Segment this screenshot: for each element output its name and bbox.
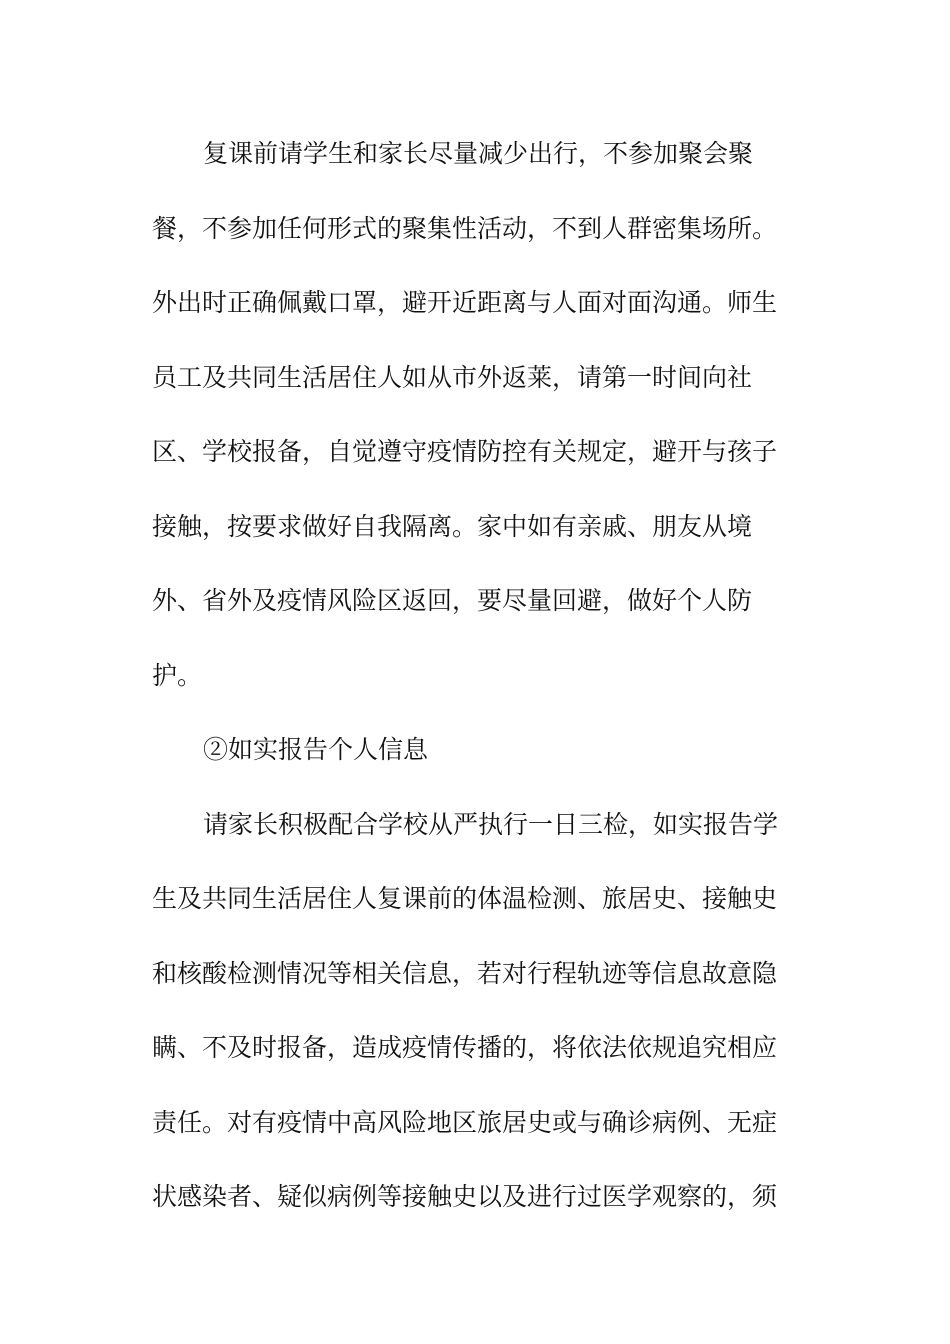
paragraph-2-line-2 [0,879,950,919]
text-line: 复课前请学生和家长尽量减少出行，不参加聚会聚 [203,139,754,168]
text-line: 和核酸检测情况等相关信息，若对行程轨迹等信息故意隐 [152,959,778,988]
paragraph-2-line-4 [0,1028,950,1068]
paragraph-1-line-7 [0,581,950,621]
text-line: 接触，按要求做好自我隔离。家中如有亲戚、朋友从境 [152,512,753,541]
heading-text: ②如实报告个人信息 [203,735,429,764]
text-line: 状感染者、疑似病例等接触史以及进行过医学观察的，须 [152,1182,778,1211]
paragraph-1-line-1 [0,134,950,174]
paragraph-2-line-1 [0,805,950,845]
text-line: 员工及共同生活居住人如从市外返莱，请第一时间向社 [152,363,753,392]
paragraph-1-line-6 [0,507,950,547]
paragraph-1-line-2 [0,209,950,249]
text-line: 责任。对有疫情中高风险地区旅居史或与确诊病例、无症 [152,1108,778,1137]
paragraph-1-line-5 [0,432,950,472]
text-line: 请家长积极配合学校从严执行一日三检，如实报告学 [203,810,779,839]
paragraph-2-line-3 [0,954,950,994]
section-heading [0,730,950,770]
text-line: 区、学校报备，自觉遵守疫情防控有关规定，避开与孩子 [152,437,778,466]
paragraph-1-line-8 [0,656,950,696]
paragraph-2-line-5 [0,1103,950,1143]
text-line: 生及共同生活居住人复课前的体温检测、旅居史、接触史 [152,884,778,913]
paragraph-2-line-6 [0,1177,950,1217]
paragraph-1-line-4 [0,358,950,398]
text-line: 瞒、不及时报备，造成疫情传播的，将依法依规追究相应 [152,1033,778,1062]
text-line: 餐，不参加任何形式的聚集性活动，不到人群密集场所。 [152,214,778,243]
paragraph-1-line-3 [0,283,950,323]
text-line: 外出时正确佩戴口罩，避开近距离与人面对面沟通。师生 [152,288,778,317]
text-line: 外、省外及疫情风险区返回，要尽量回避，做好个人防 [152,586,753,615]
text-line: 护。 [152,661,203,690]
